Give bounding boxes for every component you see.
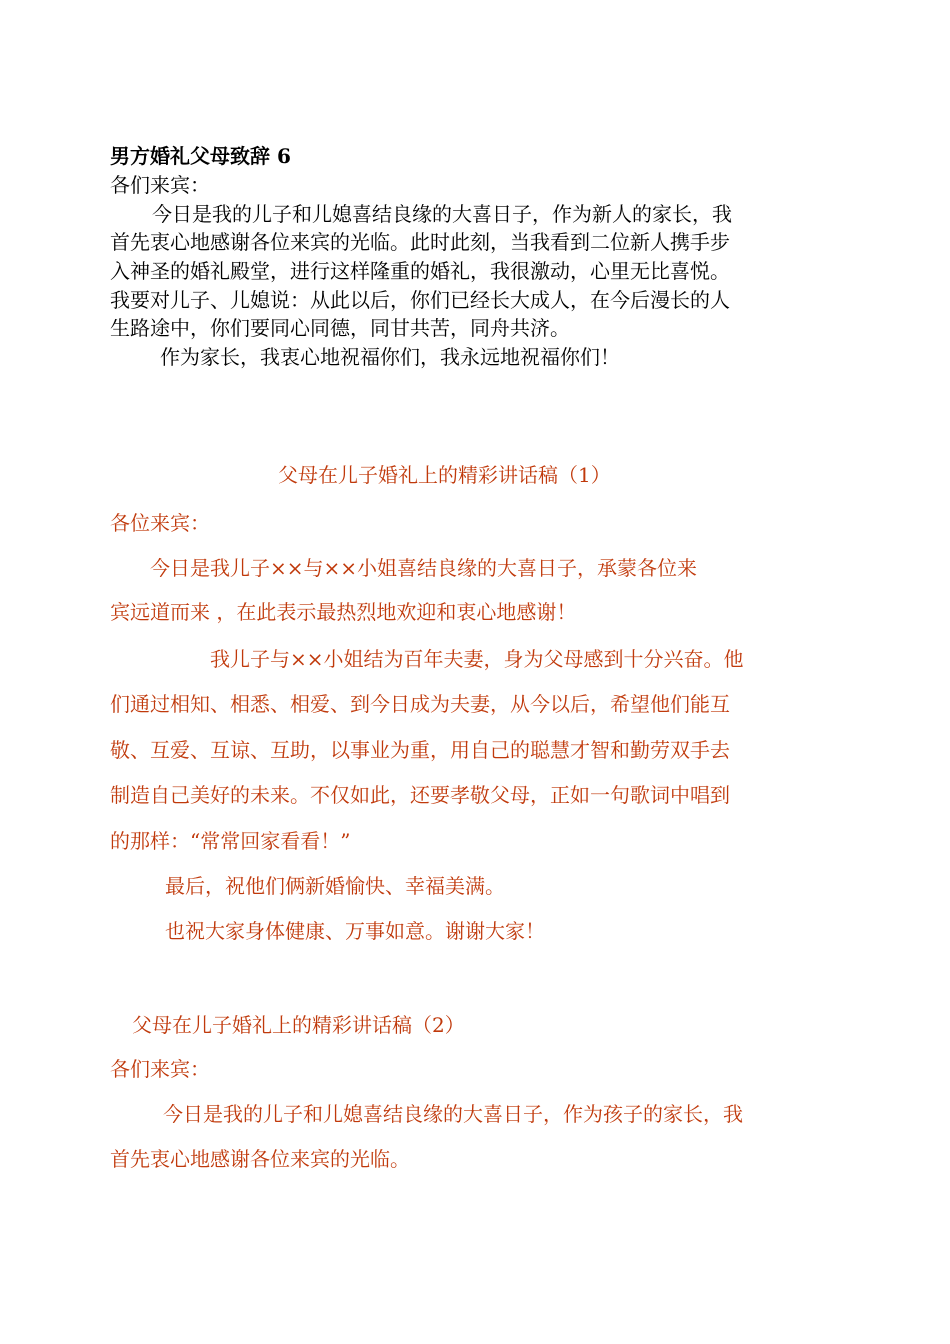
- section1-greeting: 各们来宾：: [110, 173, 210, 197]
- section2-para2-line: 我儿子与××小姐结为百年夫妻，身为父母感到十分兴奋。他: [210, 647, 744, 671]
- section1-para1-line: 首先衷心地感谢各位来宾的光临。此时此刻，当我看到二位新人携手步: [110, 230, 730, 254]
- section3-greeting: 各们来宾：: [110, 1057, 210, 1081]
- section2-para3: 最后，祝他们俩新婚愉快、幸福美满。: [165, 874, 505, 898]
- section1-para1-line: 今日是我的儿子和儿媳喜结良缘的大喜日子，作为新人的家长，我: [152, 202, 732, 226]
- section3-para1-line: 今日是我的儿子和儿媳喜结良缘的大喜日子，作为孩子的家长，我: [163, 1102, 743, 1126]
- section2-para4: 也祝大家身体健康、万事如意。谢谢大家！: [165, 919, 545, 943]
- section2-para1-line: 宾远道而来 ，在此表示最热烈地欢迎和衷心地感谢！: [110, 600, 577, 624]
- section2-para2-line: 们通过相知、相悉、相爱、到今日成为夫妻，从今以后，希望他们能互: [110, 692, 730, 716]
- section1-para1-line: 生路途中，你们要同心同德，同甘共苦，同舟共济。: [110, 316, 570, 340]
- section3-title: 父母在儿子婚礼上的精彩讲话稿（2）: [132, 1013, 465, 1037]
- section1-title: 男方婚礼父母致辞 6: [110, 144, 291, 168]
- section2-greeting: 各位来宾：: [110, 511, 210, 535]
- section1-para2: 作为家长，我衷心地祝福你们，我永远地祝福你们！: [160, 345, 620, 369]
- section2-para2-line: 的那样：“常常回家看看！”: [110, 829, 351, 853]
- section2-para1-line: 今日是我儿子××与××小姐喜结良缘的大喜日子，承蒙各位来: [150, 556, 698, 580]
- section3-para1-line: 首先衷心地感谢各位来宾的光临。: [110, 1147, 410, 1171]
- section2-para2-line: 敬、互爱、互谅、互助，以事业为重，用自己的聪慧才智和勤劳双手去: [110, 738, 730, 762]
- section2-title: 父母在儿子婚礼上的精彩讲话稿（1）: [278, 463, 611, 487]
- section2-para2-line: 制造自己美好的未来。不仅如此，还要孝敬父母，正如一句歌词中唱到: [110, 783, 730, 807]
- section1-para1-line: 我要对儿子、儿媳说：从此以后，你们已经长大成人，在今后漫长的人: [110, 288, 730, 312]
- section1-para1-line: 入神圣的婚礼殿堂，进行这样隆重的婚礼，我很激动，心里无比喜悦。: [110, 259, 730, 283]
